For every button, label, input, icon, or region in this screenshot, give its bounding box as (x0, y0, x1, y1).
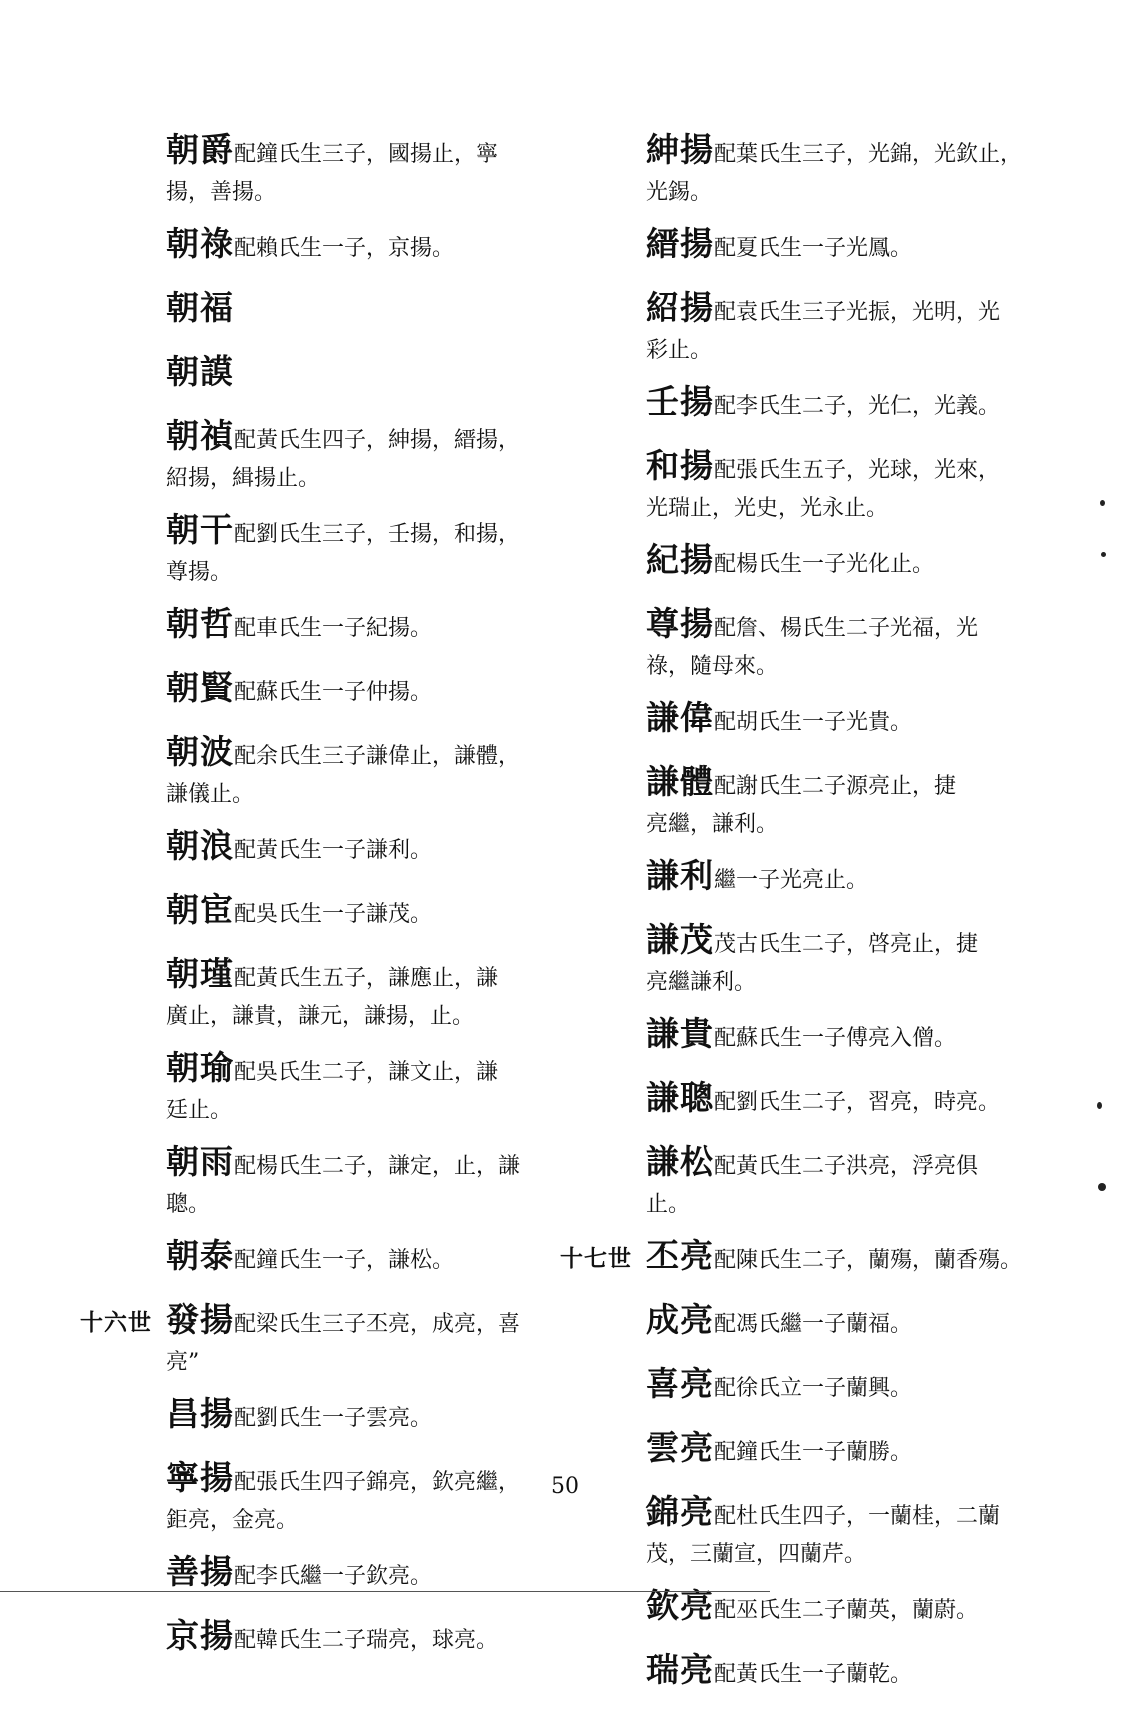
entry-first-line (166, 824, 550, 874)
genealogy-entry (560, 444, 1040, 524)
genealogy-entry (560, 1140, 1040, 1220)
scan-speck (1098, 1183, 1106, 1191)
entry-description: 配謝氏生二子源亮止，捷 (714, 774, 957, 799)
entry-first-line (646, 380, 1040, 430)
genealogy-entry (80, 222, 550, 272)
genealogy-entry (80, 1614, 550, 1664)
entry-description: 配黃氏生一子蘭乾。 (714, 1662, 913, 1687)
person-name: 謙體 (646, 762, 714, 801)
person-name: 朝賢 (166, 668, 234, 707)
person-name: 京揚 (166, 1616, 234, 1655)
entry-continuation: 彩止。 (646, 338, 713, 363)
person-name: 瑞亮 (646, 1650, 714, 1689)
entry-continuation: 亮” (166, 1350, 200, 1375)
entry-first-line (166, 1392, 550, 1442)
entry-description: 配車氏生一子紀揚。 (234, 616, 433, 641)
genealogy-entry (560, 1234, 1040, 1284)
person-name: 善揚 (166, 1552, 234, 1591)
genealogy-entry (80, 666, 550, 716)
genealogy-entry (560, 1298, 1040, 1348)
entry-continuation: 祿，隨母來。 (646, 654, 779, 679)
person-name: 錦亮 (646, 1492, 714, 1531)
entry-continuation: 紹揚，緝揚止。 (166, 466, 321, 491)
entry-first-line (166, 286, 550, 336)
genealogy-entry (80, 730, 550, 810)
person-name: 丕亮 (646, 1236, 714, 1275)
entry-first-line (166, 888, 550, 938)
entry-continuation: 廷止。 (166, 1098, 233, 1123)
genealogy-entry (80, 286, 550, 336)
entry-first-line (646, 760, 1040, 810)
entry-description: 配馮氏繼一子蘭福。 (714, 1312, 913, 1337)
entry-first-line (166, 602, 550, 652)
genealogy-entry (80, 128, 550, 208)
person-name: 紀揚 (646, 540, 714, 579)
genealogy-entry (560, 1012, 1040, 1062)
entry-first-line (646, 854, 1040, 904)
left-column (80, 128, 550, 1678)
entry-first-line (166, 730, 550, 780)
genealogy-entry (80, 952, 550, 1032)
entry-first-line (646, 128, 1040, 178)
entry-description: 配李氏繼一子欽亮。 (234, 1564, 433, 1589)
person-name: 朝禎 (166, 416, 234, 455)
scan-speck (1097, 1102, 1102, 1109)
person-name: 發揚 (166, 1300, 234, 1339)
person-name: 謙松 (646, 1142, 714, 1181)
person-name: 喜亮 (646, 1364, 714, 1403)
person-name: 朝泰 (166, 1236, 234, 1275)
entry-first-line (646, 1298, 1040, 1348)
person-name: 和揚 (646, 446, 714, 485)
entry-description: 配黃氏生一子謙利。 (234, 838, 433, 863)
scan-speck (1101, 552, 1106, 557)
genealogy-entry (80, 888, 550, 938)
entry-first-line (646, 286, 1040, 336)
entry-continuation: 鉅亮，金亮。 (166, 1508, 299, 1533)
person-name: 朝謨 (166, 352, 234, 391)
entry-first-line (166, 952, 550, 1002)
person-name: 昌揚 (166, 1394, 234, 1433)
genealogy-entry (80, 1298, 550, 1378)
entry-first-line (166, 350, 550, 400)
entry-first-line (166, 1234, 550, 1284)
entry-first-line (646, 1426, 1040, 1476)
entry-first-line (166, 1046, 550, 1096)
entry-description: 配劉氏生二子，習亮，時亮。 (714, 1090, 1001, 1115)
entry-description: 配劉氏生一子雲亮。 (234, 1406, 433, 1431)
genealogy-entry (80, 1550, 550, 1600)
entry-continuation: 廣止，謙貴，謙元，謙揚，止。 (166, 1004, 475, 1029)
entry-description: 配余氏生三子謙偉止，謙體， (234, 744, 521, 769)
genealogy-entry (80, 824, 550, 874)
entry-first-line (646, 1076, 1040, 1126)
genealogy-entry (560, 538, 1040, 588)
person-name: 謙茂 (646, 920, 714, 959)
genealogy-entry (560, 380, 1040, 430)
entry-description: 配張氏生四子錦亮，欽亮繼， (234, 1470, 521, 1495)
entry-continuation: 聰。 (166, 1192, 211, 1217)
entry-first-line (166, 222, 550, 272)
entry-description: 配劉氏生三子，壬揚，和揚， (234, 522, 521, 547)
genealogy-entry (80, 1140, 550, 1220)
person-name: 尊揚 (646, 604, 714, 643)
entry-first-line (646, 444, 1040, 494)
person-name: 欽亮 (646, 1586, 714, 1625)
genealogy-entry (560, 1490, 1040, 1570)
entry-description: 配陳氏生二子，蘭殤，蘭香殤。 (714, 1248, 1023, 1273)
entry-first-line (646, 1362, 1040, 1412)
entry-continuation: 止。 (646, 1192, 691, 1217)
entry-continuation: 尊揚。 (166, 560, 233, 585)
person-name: 朝爵 (166, 130, 234, 169)
entry-description: 配李氏生二子，光仁，光義。 (714, 394, 1001, 419)
person-name: 紹揚 (646, 288, 714, 327)
entry-description: 配黃氏生四子，紳揚，縉揚， (234, 428, 521, 453)
person-name: 朝瑜 (166, 1048, 234, 1087)
entry-description: 配袁氏生三子光振，光明，光 (714, 300, 1001, 325)
entry-first-line (166, 1298, 550, 1348)
entry-continuation: 茂，三蘭宣，四蘭芹。 (646, 1542, 867, 1567)
entry-description: 配黃氏生五子，謙應止，謙 (234, 966, 499, 991)
entry-continuation: 光瑞止，光史，光永止。 (646, 496, 889, 521)
entry-description: 配杜氏生四子，一蘭桂，二蘭 (714, 1504, 1001, 1529)
entry-first-line (166, 414, 550, 464)
person-name: 朝宦 (166, 890, 234, 929)
genealogy-entry (560, 696, 1040, 746)
entry-description: 配鐘氏生三子，國揚止，寧 (234, 142, 499, 167)
entry-first-line (166, 1550, 550, 1600)
entry-description: 配賴氏生一子，京揚。 (234, 236, 455, 261)
entry-description: 配韓氏生二子瑞亮，球亮。 (234, 1628, 499, 1653)
entry-description: 配楊氏生一子光化止。 (714, 552, 935, 577)
genealogy-entry (560, 286, 1040, 366)
entry-description: 配徐氏立一子蘭興。 (714, 1376, 913, 1401)
generation-label: 十七世 (560, 1245, 632, 1272)
entry-description: 茂古氏生二子，啓亮止，捷 (714, 932, 979, 957)
entry-first-line (646, 602, 1040, 652)
entry-description: 繼一子光亮止。 (714, 868, 869, 893)
entry-first-line (166, 1614, 550, 1664)
entry-first-line (646, 538, 1040, 588)
entry-description: 配鐘氏生一子蘭勝。 (714, 1440, 913, 1465)
person-name: 謙偉 (646, 698, 714, 737)
entry-description: 配吳氏生二子，謙文止，謙 (234, 1060, 499, 1085)
person-name: 朝波 (166, 732, 234, 771)
person-name: 朝祿 (166, 224, 234, 263)
entry-first-line (646, 222, 1040, 272)
entry-continuation: 亮繼，謙利。 (646, 812, 779, 837)
genealogy-entry (560, 128, 1040, 208)
genealogy-entry (560, 854, 1040, 904)
entry-description: 配楊氏生二子，謙定，止，謙 (234, 1154, 521, 1179)
person-name: 謙聰 (646, 1078, 714, 1117)
person-name: 朝福 (166, 288, 234, 327)
entry-description: 配葉氏生三子，光錦，光欽止， (714, 142, 1023, 167)
genealogy-entry (560, 760, 1040, 840)
entry-description: 配蘇氏生一子傅亮入僧。 (714, 1026, 957, 1051)
genealogy-entry (560, 1648, 1040, 1698)
person-name: 朝干 (166, 510, 234, 549)
entry-description: 配巫氏生二子蘭英，蘭蔚。 (714, 1598, 979, 1623)
entry-description: 配蘇氏生一子仲揚。 (234, 680, 433, 705)
entry-continuation: 光錫。 (646, 180, 713, 205)
person-name: 謙利 (646, 856, 714, 895)
genealogy-entry (560, 1426, 1040, 1476)
person-name: 謙貴 (646, 1014, 714, 1053)
entry-description: 配張氏生五子，光球，光來， (714, 458, 1001, 483)
person-name: 朝瑾 (166, 954, 234, 993)
genealogy-entry (80, 414, 550, 494)
entry-description: 配夏氏生一子光鳳。 (714, 236, 913, 261)
entry-first-line (646, 918, 1040, 968)
genealogy-entry (80, 1046, 550, 1126)
entry-continuation: 揚，善揚。 (166, 180, 277, 205)
person-name: 紳揚 (646, 130, 714, 169)
genealogy-entry (560, 1076, 1040, 1126)
entry-first-line (166, 666, 550, 716)
entry-description: 配鐘氏生一子，謙松。 (234, 1248, 455, 1273)
genealogy-entry (80, 1392, 550, 1442)
genealogy-entry (80, 508, 550, 588)
entry-first-line (166, 508, 550, 558)
page-number: 50 (551, 1474, 579, 1499)
entry-first-line (646, 1140, 1040, 1190)
genealogy-entry (80, 1234, 550, 1284)
person-name: 朝雨 (166, 1142, 234, 1181)
entry-first-line (646, 1012, 1040, 1062)
bottom-rule (0, 1591, 770, 1592)
generation-label: 十六世 (80, 1309, 152, 1336)
entry-description: 配吳氏生一子謙茂。 (234, 902, 433, 927)
entry-first-line (646, 1648, 1040, 1698)
person-name: 朝哲 (166, 604, 234, 643)
genealogy-entry (560, 222, 1040, 272)
person-name: 成亮 (646, 1300, 714, 1339)
entry-first-line (646, 1234, 1040, 1284)
entry-first-line (646, 696, 1040, 746)
person-name: 壬揚 (646, 382, 714, 421)
genealogy-entry (80, 602, 550, 652)
person-name: 寧揚 (166, 1458, 234, 1497)
entry-description: 配詹、楊氏生二子光福，光 (714, 616, 979, 641)
genealogy-entry (560, 1362, 1040, 1412)
entry-description: 配胡氏生一子光貴。 (714, 710, 913, 735)
entry-description: 配梁氏生三子丕亮，成亮，喜 (234, 1312, 521, 1337)
entry-continuation: 亮繼謙利。 (646, 970, 757, 995)
entry-continuation: 謙儀止。 (166, 782, 255, 807)
genealogy-entry (560, 602, 1040, 682)
entry-first-line (166, 128, 550, 178)
person-name: 縉揚 (646, 224, 714, 263)
entry-description: 配黃氏生二子洪亮，浮亮俱 (714, 1154, 979, 1179)
scan-speck (1100, 500, 1105, 506)
genealogy-entry (560, 918, 1040, 998)
entry-first-line (166, 1140, 550, 1190)
genealogy-entry (80, 350, 550, 400)
person-name: 朝浪 (166, 826, 234, 865)
person-name: 雲亮 (646, 1428, 714, 1467)
